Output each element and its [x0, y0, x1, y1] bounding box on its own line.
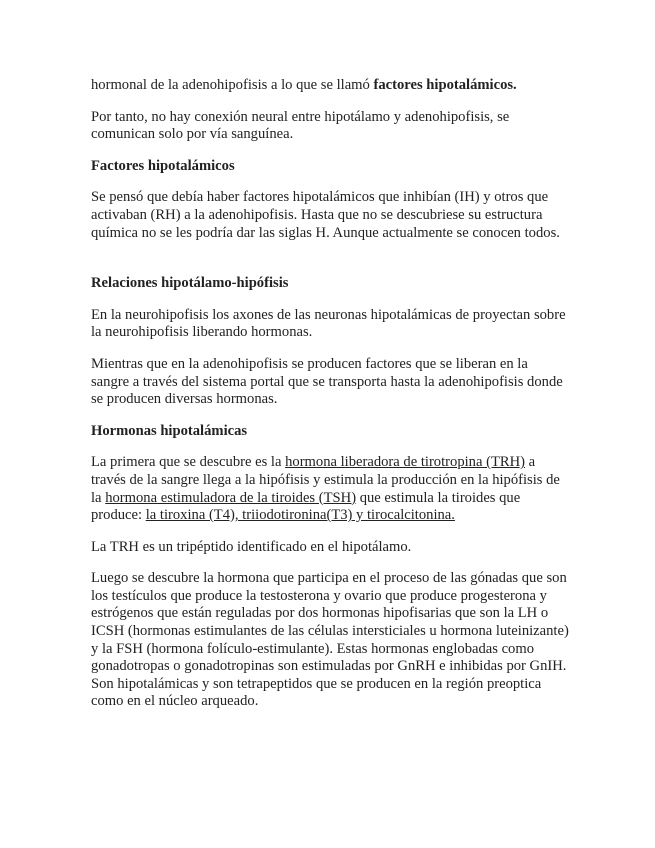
spacer [91, 256, 569, 275]
paragraph-trh [91, 454, 569, 524]
paragraph-neurohipofisis: En la neurohipofisis los axones de las neuronas hipotalámicas de proyectan sobre la neurohipofisis liberando hormonas. [91, 306, 566, 341]
link-tsh[interactable]: hormona estimuladora de la tiroides (TSH) [105, 489, 357, 506]
paragraph-factores: Se pensó que debía haber factores hipotalámicos que inhibían (IH) y otros que activaban (RH) a la adenohipofisis. Hasta que no se descubriese su estructura química no se les podría dar las siglas H. Aunque actualmente se conocen todos. [91, 189, 560, 241]
link-tiroxina[interactable]: la tiroxina (T4), triiodotironina(T3) y tirocalcitonina. [145, 507, 455, 524]
link-trh[interactable]: hormona liberadora de tirotropina (TRH) [285, 454, 525, 471]
paragraph-conexion: Por tanto, no hay conexión neural entre hipotálamo y adenohipofisis, se comunican solo por vía sanguínea. [91, 108, 510, 143]
heading-hormonas-hipotalamicas: Hormonas hipotalámicas [91, 422, 248, 439]
paragraph-trh-text-c: que estimula la tiroides que produce: [91, 489, 521, 524]
heading-relaciones: Relaciones hipotálamo-hipófisis [91, 275, 289, 292]
paragraph-gonadas: Luego se descubre la hormona que participa en el proceso de las gónadas que son los testículos que produce la testosterona y ovario que produce progesterona y estrógenos que están reguladas por dos hormonas hipofisarias que son la LH o ICSH (hormonas estimulantes de las células intersticiales u hormona luteinizante) y la FSH (hormona folículo-estimulante). Estas hormonas englobadas como gonadotropas o gonadotropinas son estimuladas por GnRH e inhibidas por GnIH. Son hipotalámicas y son tetrapeptidos que se producen en la región preoptica como en el núcleo arqueado. [91, 570, 569, 710]
paragraph-intro-text: hormonal de la adenohipofisis a lo que se llamó [91, 77, 374, 93]
heading-factores-hipotalamicos: Factores hipotalámicos [91, 157, 235, 174]
paragraph-intro [91, 77, 569, 95]
paragraph-adenohipofisis: Mientras que en la adenohipofisis se producen factores que se liberan en la sangre a través del sistema portal que se transporta hasta la adenohipofisis donde se producen diversas hormonas. [91, 355, 563, 408]
document-page [91, 77, 569, 725]
bold-term-factores: factores hipotalámicos. [373, 77, 517, 93]
paragraph-trh-text-b: a través de la sangre llega a la hipófisis y estimula la producción en la hipófisis de la [91, 454, 560, 506]
paragraph-tripeptido: La TRH es un tripéptido identificado en el hipotálamo. [91, 538, 412, 555]
paragraph-trh-text-a: La primera que se descubre es la [91, 454, 286, 471]
